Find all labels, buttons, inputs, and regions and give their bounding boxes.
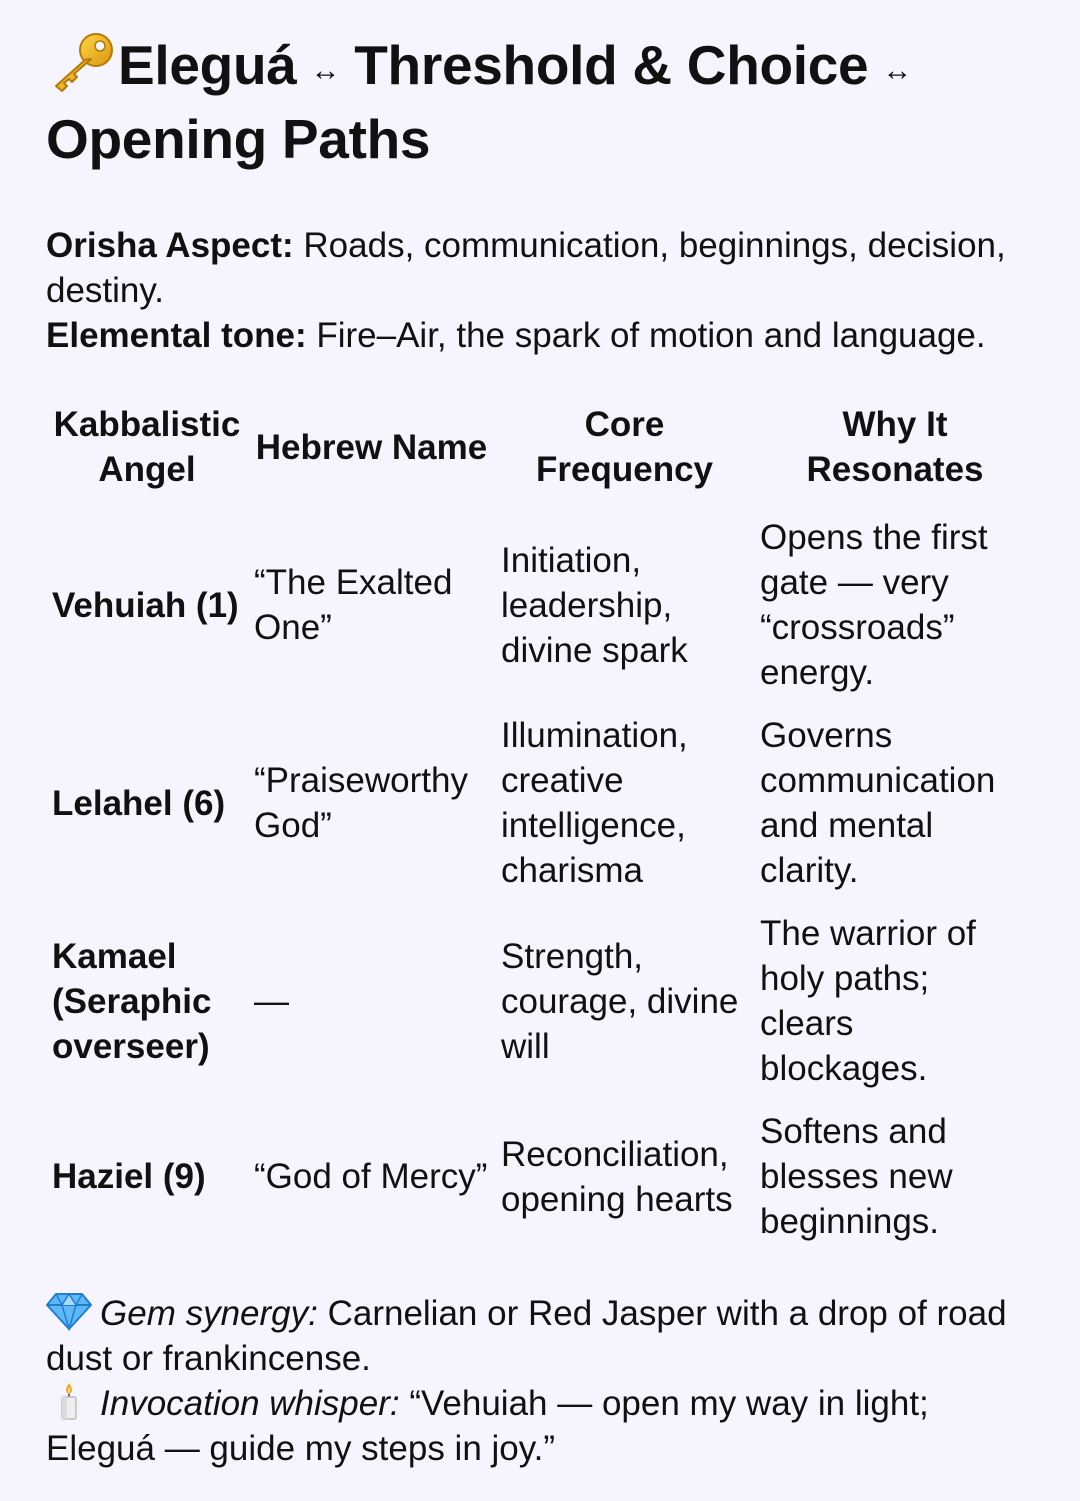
hebrew-name: — <box>254 981 289 1021</box>
orisha-aspect <box>46 223 1034 313</box>
gem-synergy <box>46 1291 1034 1381</box>
core-frequency: Illumination, creative intelligence, charisma <box>501 716 688 890</box>
hebrew-name: “Praiseworthy God” <box>254 761 468 845</box>
elemental-tone-text: Fire–Air, the spark of motion and language. <box>306 316 986 355</box>
title-arrow-1: ↔ <box>310 54 341 87</box>
core-frequency: Initiation, leadership, divine spark <box>501 540 688 670</box>
why-it-resonates: Softens and blesses new beginnings. <box>760 1112 953 1241</box>
title-part-3: Opening Paths <box>46 108 431 170</box>
gem-icon <box>46 1291 92 1331</box>
why-it-resonates: Opens the first gate — very “crossroads” energy. <box>760 518 988 692</box>
hebrew-name: “God of Mercy” <box>254 1157 488 1196</box>
angel-name: Vehuiah (1) <box>52 585 239 625</box>
angels-table <box>46 402 1036 1253</box>
table-header-row <box>46 402 1036 506</box>
orisha-aspect-label: Orisha Aspect: <box>46 226 294 265</box>
table-row <box>46 1100 1036 1253</box>
why-it-resonates: The warrior of holy paths; clears blockages. <box>760 914 976 1088</box>
hebrew-name: “The Exalted One” <box>254 563 453 647</box>
why-it-resonates: Governs communication and mental clarity. <box>760 716 996 890</box>
core-frequency: Reconciliation, opening hearts <box>501 1134 733 1219</box>
angel-name: Haziel (9) <box>52 1157 206 1196</box>
title-arrow-2: ↔ <box>882 54 913 87</box>
invocation-whisper-text: “Vehuiah — open my way in light; Eleguá — guide my steps in joy.” <box>46 1384 929 1468</box>
header-hebrew-name: Hebrew Name <box>255 427 488 467</box>
title-part-2: Threshold & Choice <box>354 34 869 96</box>
elemental-tone-label: Elemental tone: <box>46 316 307 355</box>
gem-synergy-text: Carnelian or Red Jasper with a drop of road dust or frankincense. <box>46 1294 1007 1378</box>
angel-name: Kamael (Seraphic overseer) <box>52 936 212 1066</box>
orisha-aspect-text: Roads, communication, beginnings, decision, destiny. <box>46 226 1006 310</box>
table-row <box>46 506 1036 704</box>
page-title <box>46 30 1034 173</box>
invocation-whisper <box>46 1381 1034 1471</box>
angel-name: Lelahel (6) <box>52 783 226 823</box>
header-kabbalistic-angel: Kabbalistic Angel <box>53 405 241 489</box>
footer-section <box>46 1291 1034 1471</box>
header-core-frequency: Core Frequency <box>536 405 713 489</box>
meta-section <box>46 223 1034 358</box>
candle-icon <box>46 1381 92 1421</box>
elemental-tone <box>46 313 1034 358</box>
header-why-it-resonates: Why It Resonates <box>806 405 984 489</box>
gem-synergy-label: Gem synergy: <box>100 1294 318 1333</box>
title-part-1: Eleguá <box>118 34 297 96</box>
core-frequency: Strength, courage, divine will <box>501 936 739 1066</box>
table-row <box>46 902 1036 1100</box>
key-icon <box>46 30 118 92</box>
invocation-whisper-label: Invocation whisper: <box>100 1384 400 1423</box>
table-row <box>46 704 1036 902</box>
